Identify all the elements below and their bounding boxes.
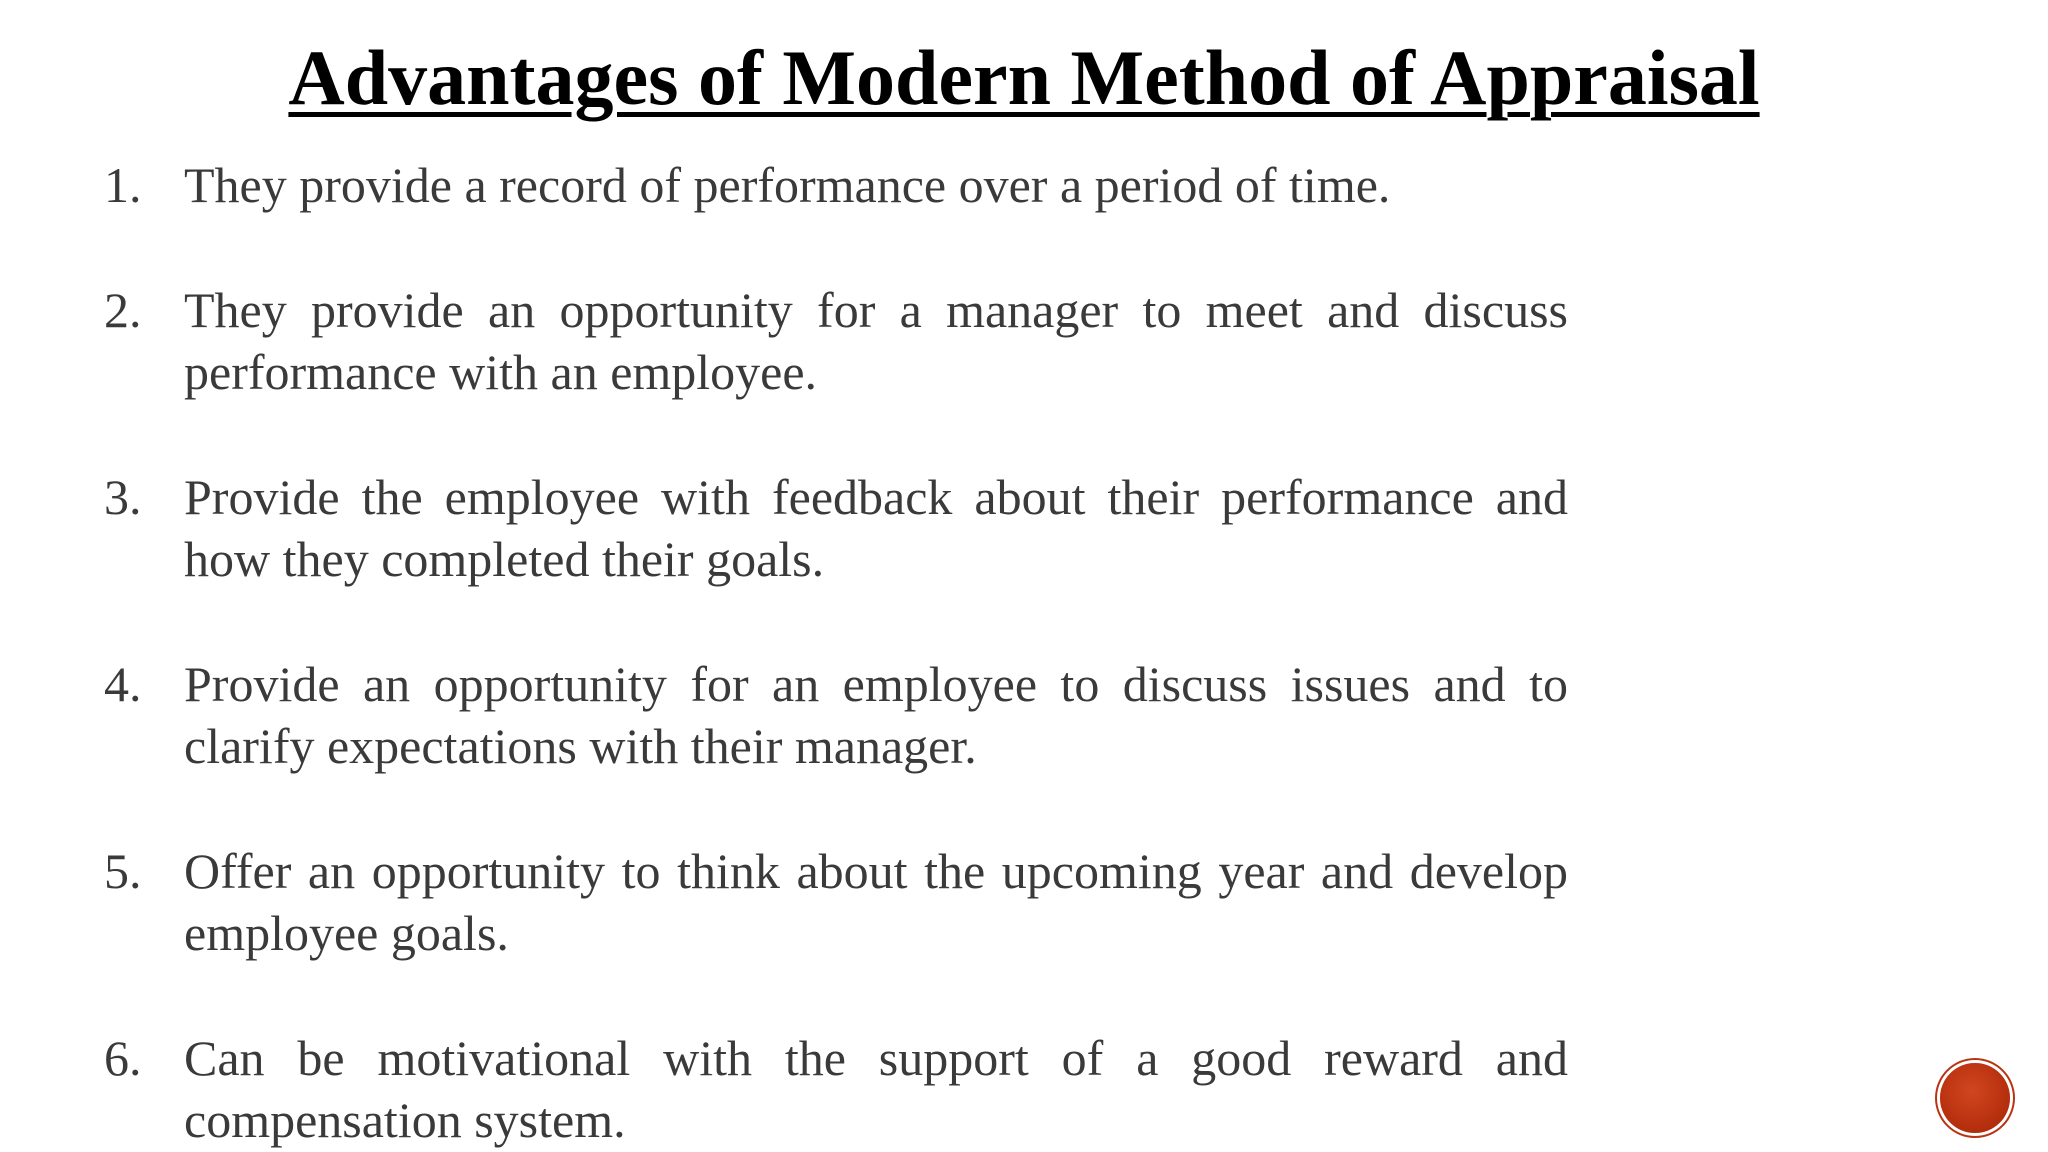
list-item-text: Can be motivational with the support of a good reward and compensation system. [184,1030,1568,1148]
slide-title [0,28,2048,128]
list-item [104,279,1568,403]
list-item-text: They provide a record of performance over a period of time. [184,157,1391,213]
slide-title-text: Advantages of Modern Method of Appraisal [288,34,1760,121]
advantages-list [104,154,1568,1152]
list-item-number: 2. [104,282,142,338]
list-item [104,1027,1568,1151]
list-item-text: Offer an opportunity to think about the upcoming year and develop employee goals. [184,843,1568,961]
list-item-number: 1. [104,157,142,213]
list-item-text: Provide an opportunity for an employee to discuss issues and to clarify expectations with their manager. [184,656,1568,774]
list-item-number: 4. [104,656,142,712]
list-item [104,154,1568,216]
list-item-number: 3. [104,469,142,525]
list-item-number: 5. [104,843,142,899]
list-item [104,653,1568,777]
list-item-number: 6. [104,1030,142,1086]
slide-nav-button[interactable] [1940,1063,2010,1133]
list-item [104,466,1568,590]
list-item-text: They provide an opportunity for a manager to meet and discuss performance with an employee. [184,282,1568,400]
list-item-text: Provide the employee with feedback about their performance and how they completed their goals. [184,469,1568,587]
list-item [104,840,1568,964]
